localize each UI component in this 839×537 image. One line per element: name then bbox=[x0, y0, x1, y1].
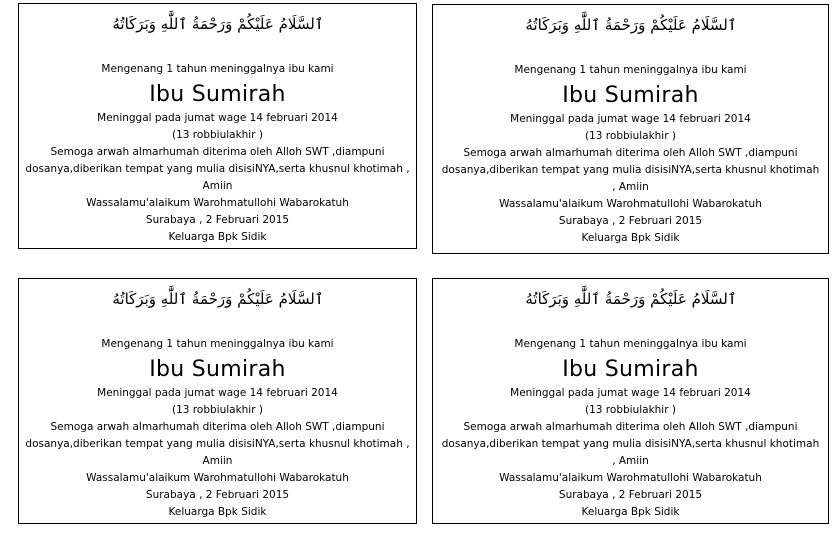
calligraphy-graphic bbox=[511, 10, 751, 40]
deceased-name: Ibu Sumirah bbox=[149, 82, 286, 107]
intro-text: Mengenang 1 tahun meninggalnya ibu kami bbox=[101, 63, 334, 75]
place-and-date: Surabaya , 2 Februari 2015 bbox=[145, 214, 290, 226]
prayer-text: Semoga arwah almarhumah diterima oleh Alloh SWT ,diampuni dosanya,diberikan tempat yang mulia disisiNYA,serta khusnul khotimah , Amiin bbox=[441, 421, 820, 467]
place-and-date: Surabaya , 2 Februari 2015 bbox=[558, 215, 703, 227]
deceased-name: Ibu Sumirah bbox=[562, 83, 699, 108]
calligraphy-graphic bbox=[98, 9, 338, 39]
hijri-date: (13 robbiulakhir ) bbox=[172, 404, 263, 416]
hijri-date: (13 robbiulakhir ) bbox=[585, 130, 676, 142]
memorial-card bbox=[18, 278, 417, 524]
deceased-name: Ibu Sumirah bbox=[562, 357, 699, 382]
intro-text: Mengenang 1 tahun meninggalnya ibu kami bbox=[514, 338, 747, 350]
death-date: Meninggal pada jumat wage 14 februari 2014 bbox=[510, 387, 751, 399]
arabic-salam-calligraphy bbox=[19, 283, 416, 315]
prayer-text: Semoga arwah almarhumah diterima oleh Alloh SWT ,diampuni dosanya,diberikan tempat yang mulia disisiNYA,serta khusnul khotimah , Amiin bbox=[441, 147, 820, 193]
memorial-card bbox=[432, 4, 829, 254]
family-signature: Keluarga Bpk Sidik bbox=[168, 231, 267, 243]
closing-greeting: Wassalamu'alaikum Warohmatullohi Wabarokatuh bbox=[86, 197, 349, 209]
memorial-card bbox=[18, 3, 417, 249]
hijri-date: (13 robbiulakhir ) bbox=[172, 129, 263, 141]
arabic-salam-calligraphy bbox=[19, 8, 416, 40]
arabic-salam-calligraphy bbox=[433, 283, 828, 315]
family-signature: Keluarga Bpk Sidik bbox=[581, 232, 680, 244]
closing-greeting: Wassalamu'alaikum Warohmatullohi Wabarokatuh bbox=[499, 472, 762, 484]
death-date: Meninggal pada jumat wage 14 februari 2014 bbox=[510, 113, 751, 125]
closing-greeting: Wassalamu'alaikum Warohmatullohi Wabarokatuh bbox=[86, 472, 349, 484]
hijri-date: (13 robbiulakhir ) bbox=[585, 404, 676, 416]
svg-text:ٱلسَّلَامُ عَلَيْكُمْ وَرَحْمَ: ٱلسَّلَامُ عَلَيْكُمْ وَرَحْمَةُ ٱللَّٰهِ وَبَرَكَاتُهُ bbox=[111, 15, 324, 33]
calligraphy-graphic bbox=[98, 284, 338, 314]
family-signature: Keluarga Bpk Sidik bbox=[581, 506, 680, 518]
death-date: Meninggal pada jumat wage 14 februari 2014 bbox=[97, 387, 338, 399]
closing-greeting: Wassalamu'alaikum Warohmatullohi Wabarokatuh bbox=[499, 198, 762, 210]
arabic-salam-calligraphy bbox=[433, 9, 828, 41]
svg-text:ٱلسَّلَامُ عَلَيْكُمْ وَرَحْمَ: ٱلسَّلَامُ عَلَيْكُمْ وَرَحْمَةُ ٱللَّٰهِ وَبَرَكَاتُهُ bbox=[524, 16, 737, 34]
intro-text: Mengenang 1 tahun meninggalnya ibu kami bbox=[101, 338, 334, 350]
family-signature: Keluarga Bpk Sidik bbox=[168, 506, 267, 518]
place-and-date: Surabaya , 2 Februari 2015 bbox=[558, 489, 703, 501]
deceased-name: Ibu Sumirah bbox=[149, 357, 286, 382]
prayer-text: Semoga arwah almarhumah diterima oleh Alloh SWT ,diampuni dosanya,diberikan tempat yang mulia disisiNYA,serta khusnul khotimah , Amiin bbox=[25, 146, 410, 192]
memorial-card bbox=[432, 278, 829, 524]
intro-text: Mengenang 1 tahun meninggalnya ibu kami bbox=[514, 64, 747, 76]
death-date: Meninggal pada jumat wage 14 februari 2014 bbox=[97, 112, 338, 124]
svg-text:ٱلسَّلَامُ عَلَيْكُمْ وَرَحْمَ: ٱلسَّلَامُ عَلَيْكُمْ وَرَحْمَةُ ٱللَّٰهِ وَبَرَكَاتُهُ bbox=[524, 290, 737, 308]
svg-text:ٱلسَّلَامُ عَلَيْكُمْ وَرَحْمَ: ٱلسَّلَامُ عَلَيْكُمْ وَرَحْمَةُ ٱللَّٰهِ وَبَرَكَاتُهُ bbox=[111, 290, 324, 308]
place-and-date: Surabaya , 2 Februari 2015 bbox=[145, 489, 290, 501]
calligraphy-graphic bbox=[511, 284, 751, 314]
prayer-text: Semoga arwah almarhumah diterima oleh Alloh SWT ,diampuni dosanya,diberikan tempat yang mulia disisiNYA,serta khusnul khotimah , Amiin bbox=[25, 421, 410, 467]
